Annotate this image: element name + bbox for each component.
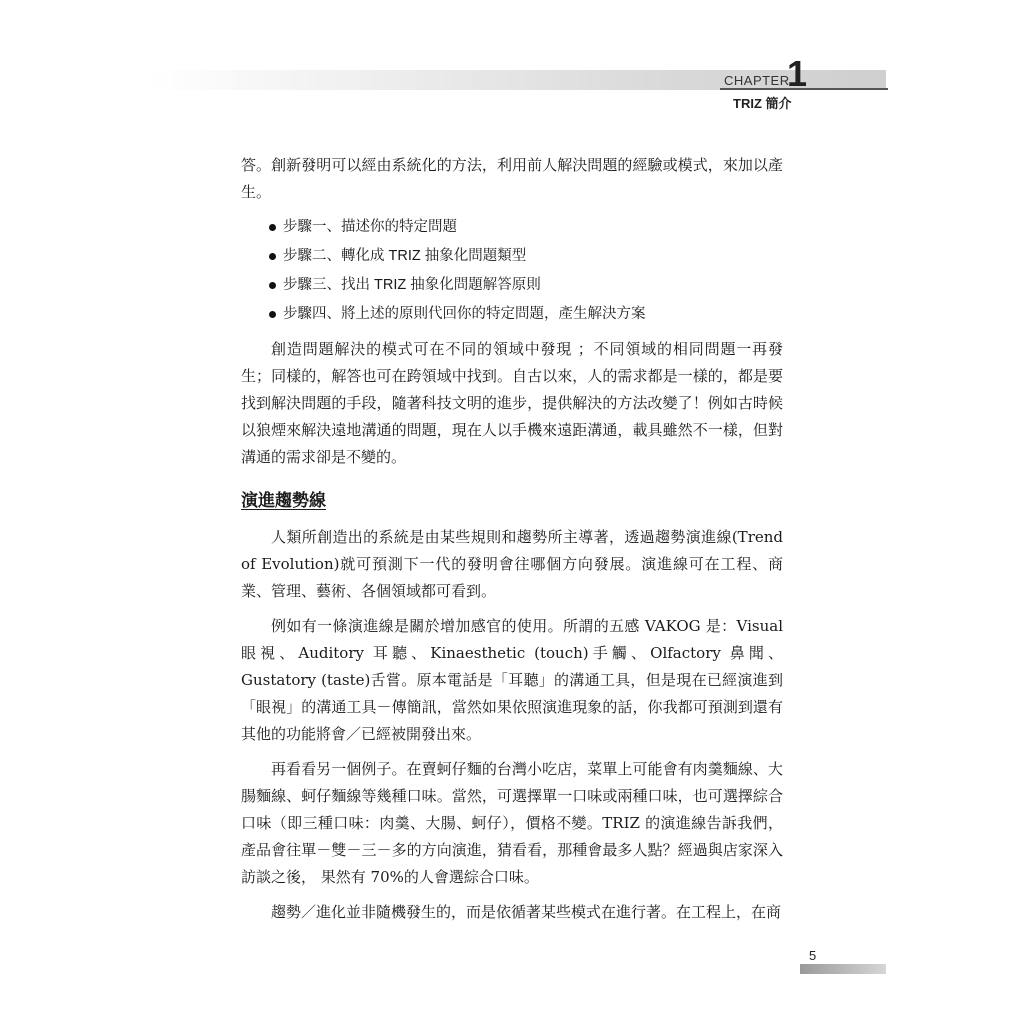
step-text: 步驟三、找出 TRIZ 抽象化問題解答原則: [283, 277, 541, 293]
step-text: 步驟二、轉化成 TRIZ 抽象化問題類型: [283, 248, 527, 264]
step-text: 步驟四、將上述的原則代回你的特定問題，產生解決方案: [283, 306, 646, 322]
section-title: 演進趨勢線: [241, 491, 326, 510]
list-item: [269, 243, 783, 270]
chapter-number: 1: [787, 53, 808, 94]
bullet-icon: [269, 311, 276, 318]
footer-band: [800, 964, 886, 974]
paragraph-trend: 人類所創造出的系統是由某些規則和趨勢所主導著，透過趨勢演進線(Trend of Evolution)就可預測下一代的發明會往哪個方向發展。演進線可在工程、商業、管理、藝術、各個領域都可看到。: [241, 528, 783, 600]
paragraph-patterns: 創造問題解決的模式可在不同的領域中發現 ；不同領域的相同問題一再發生；同樣的，解答也可在跨領域中找到。自古以來，人的需求都是一樣的，都是要找到解決問題的手段，隨著科技文明的進步，提供解決的方法改變了！例如古時候以狼煙來解決遠地溝通的問題，現在人以手機來遠距溝通，載具雖然不一樣，但對溝通的需求卻是不變的。: [241, 340, 783, 466]
bullet-icon: [269, 253, 276, 260]
paragraph-last: 趨勢／進化並非隨機發生的，而是依循著某些模式在進行著。在工程上，在商: [271, 903, 782, 921]
page-number: 5: [809, 948, 817, 963]
chapter-subtitle: TRIZ 簡介: [733, 96, 792, 111]
list-item: [269, 272, 783, 299]
list-item: [269, 301, 783, 328]
step-text: 步驟一、描述你的特定問題: [283, 219, 457, 235]
list-item: [269, 214, 783, 241]
bullet-icon: [269, 224, 276, 231]
chapter-label: CHAPTER: [724, 73, 790, 88]
paragraph-intro: 答。創新發明可以經由系統化的方法，利用前人解決問題的經驗或模式，來加以產生。: [241, 156, 783, 201]
paragraph-noodle: 再看看另一個例子。在賣蚵仔麵的台灣小吃店，菜單上可能會有肉羹麵線、大腸麵線、蚵仔麵線等幾種口味。當然，可選擇單一口味或兩種口味，也可選擇綜合口味（即三種口味：肉羹、大腸、蚵仔），價格不變。TRIZ 的演進線告訴我們，產品會往單－雙－三－多的方向演進，猜看看，那種會最多人點？經過與店家深入訪談之後， 果然有 70%的人會選綜合口味。: [241, 760, 783, 886]
steps-list: [241, 214, 783, 328]
paragraph-vakog: 例如有一條演進線是關於增加感官的使用。所謂的五感 VAKOG 是：Visual 眼視、Auditory 耳聽、Kinaesthetic (touch)手觸、Olfactory 鼻聞、Gustatory (taste)舌嘗。原本電話是「耳聽」的溝通工具，但是現在已經演進到「眼視」的溝通工具－傳簡訊，當然如果依照演進現象的話，你我都可預測到還有其他的功能將會／已經被開發出來。: [241, 617, 783, 743]
bullet-icon: [269, 282, 276, 289]
page-content: [241, 152, 783, 934]
